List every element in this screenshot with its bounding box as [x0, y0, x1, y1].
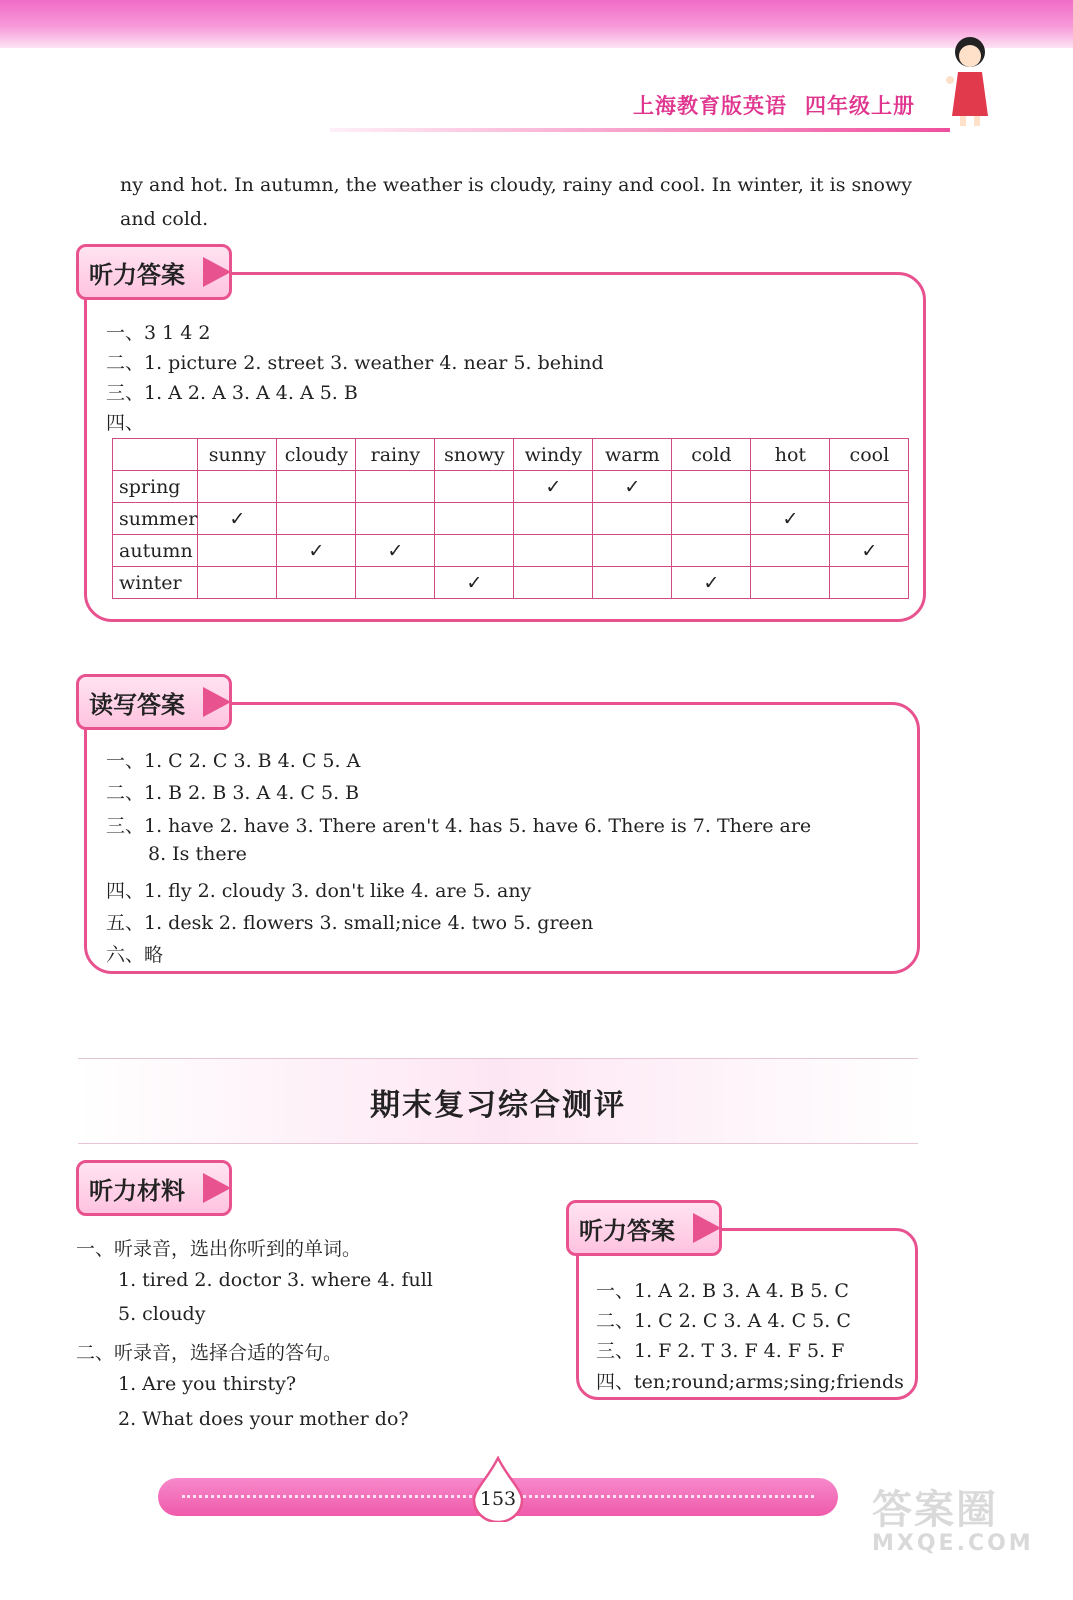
table-row-label: autumn	[113, 535, 198, 567]
section-title: 期末复习综合测评	[370, 1088, 626, 1123]
table-cell	[672, 535, 751, 567]
reading-answer-line-1: 一、1. C 2. C 3. B 4. C 5. A	[106, 750, 361, 772]
check-mark-cell: ✓	[830, 535, 909, 567]
weather-table	[112, 438, 909, 599]
table-row	[113, 503, 909, 535]
table-cell	[277, 567, 356, 599]
table-header-cell: warm	[593, 439, 672, 471]
table-cell	[751, 471, 830, 503]
watermark-top: 答案圈	[872, 1487, 998, 1533]
tab-arrow-icon	[203, 257, 231, 287]
reading-answer-line-2: 二、1. B 2. B 3. A 4. C 5. B	[106, 782, 360, 804]
answers2-line-4: 四、ten;round;arms;sing;friends	[596, 1371, 904, 1393]
listening-answer-line-3: 三、1. A 2. A 3. A 4. A 5. B	[106, 382, 358, 404]
table-cell	[830, 471, 909, 503]
table-cell	[277, 503, 356, 535]
material-q1-items: 1. tired 2. doctor 3. where 4. full	[118, 1269, 433, 1291]
book-title-left: 上海教育版英语	[633, 94, 787, 118]
table-cell	[435, 503, 514, 535]
table-cell	[593, 567, 672, 599]
material-q2-title: 二、听录音，选择合适的答句。	[76, 1342, 343, 1364]
material-q2-item-1: 1. Are you thirsty?	[118, 1373, 297, 1395]
table-row-label: winter	[113, 567, 198, 599]
table-header-cell: hot	[751, 439, 830, 471]
table-cell	[514, 503, 593, 535]
table-header-cell: cold	[672, 439, 751, 471]
check-mark-cell: ✓	[356, 535, 435, 567]
table-cell	[830, 567, 909, 599]
table-row-label: spring	[113, 471, 198, 503]
reading-answer-line-5: 五、1. desk 2. flowers 3. small;nice 4. two 5. green	[106, 912, 594, 934]
table-cell	[751, 567, 830, 599]
listening-answer-line-4: 四、	[106, 412, 145, 434]
material-q1-title: 一、听录音，选出你听到的单词。	[76, 1238, 362, 1260]
table-corner-cell	[113, 439, 198, 471]
header-band	[0, 0, 1073, 48]
table-row	[113, 567, 909, 599]
header-underline	[330, 128, 950, 132]
table-cell	[593, 535, 672, 567]
tab-arrow-icon	[203, 687, 231, 717]
answers2-line-3: 三、1. F 2. T 3. F 4. F 5. F	[596, 1340, 845, 1362]
listening-material-tab	[76, 1160, 232, 1216]
check-mark-cell: ✓	[198, 503, 277, 535]
check-mark-cell: ✓	[514, 471, 593, 503]
reading-answers-tab	[76, 674, 232, 730]
table-cell	[672, 471, 751, 503]
material-q1-items-2: 5. cloudy	[118, 1303, 206, 1325]
table-cell	[593, 503, 672, 535]
check-mark-cell: ✓	[751, 503, 830, 535]
table-cell	[830, 503, 909, 535]
table-cell	[356, 471, 435, 503]
tab-arrow-icon	[693, 1213, 721, 1243]
listening-material-tab-label: 听力材料	[89, 1177, 185, 1205]
watermark	[872, 1478, 1034, 1556]
girl-mascot-icon	[940, 30, 1000, 130]
reading-answers-tab-label: 读写答案	[89, 691, 185, 719]
answers2-line-2: 二、1. C 2. C 3. A 4. C 5. C	[596, 1310, 851, 1332]
reading-answer-line-6: 六、略	[106, 944, 164, 966]
intro-line-1: ny and hot. In autumn, the weather is cloudy, rainy and cool. In winter, it is snowy	[120, 174, 912, 196]
table-cell	[198, 471, 277, 503]
table-cell	[198, 535, 277, 567]
listening-answers-tab-2-label: 听力答案	[579, 1217, 675, 1245]
material-q2-item-2: 2. What does your mother do?	[118, 1408, 409, 1430]
table-cell	[751, 535, 830, 567]
listening-answers-tab-2	[566, 1200, 722, 1256]
check-mark-cell: ✓	[435, 567, 514, 599]
table-cell	[514, 567, 593, 599]
table-cell	[514, 535, 593, 567]
check-mark-cell: ✓	[672, 567, 751, 599]
answers2-line-1: 一、1. A 2. B 3. A 4. B 5. C	[596, 1280, 849, 1302]
table-cell	[356, 567, 435, 599]
table-cell	[277, 471, 356, 503]
table-cell	[198, 567, 277, 599]
table-cell	[672, 503, 751, 535]
table-header-cell: sunny	[198, 439, 277, 471]
table-header-cell: cool	[830, 439, 909, 471]
reading-answer-line-3: 三、1. have 2. have 3. There aren't 4. has 5. have 6. There is 7. There are	[106, 815, 812, 837]
intro-line-2: and cold.	[120, 208, 209, 230]
watermark-bottom: MXQE.COM	[872, 1531, 1034, 1556]
table-row	[113, 535, 909, 567]
table-cell	[356, 503, 435, 535]
table-row	[113, 471, 909, 503]
table-header-cell: snowy	[435, 439, 514, 471]
check-mark-cell: ✓	[277, 535, 356, 567]
check-mark-cell: ✓	[593, 471, 672, 503]
weather-table-wrap	[112, 438, 909, 599]
table-header-cell: rainy	[356, 439, 435, 471]
table-cell	[435, 535, 514, 567]
table-cell	[435, 471, 514, 503]
listening-answer-line-2: 二、1. picture 2. street 3. weather 4. near 5. behind	[106, 352, 604, 374]
reading-answer-line-4: 四、1. fly 2. cloudy 3. don't like 4. are 5. any	[106, 880, 532, 902]
table-header-cell: cloudy	[277, 439, 356, 471]
table-row-label: summer	[113, 503, 198, 535]
table-header-cell: windy	[514, 439, 593, 471]
listening-answers-tab	[76, 244, 232, 300]
tab-arrow-icon	[203, 1173, 231, 1203]
book-title-right: 四年级上册	[805, 94, 915, 118]
book-title	[633, 90, 915, 120]
page-number: 153	[479, 1488, 517, 1510]
reading-answer-line-3b: 8. Is there	[148, 843, 247, 865]
table-header-row	[113, 439, 909, 471]
listening-answers-tab-label: 听力答案	[89, 261, 185, 289]
listening-answer-line-1: 一、3 1 4 2	[106, 322, 211, 344]
